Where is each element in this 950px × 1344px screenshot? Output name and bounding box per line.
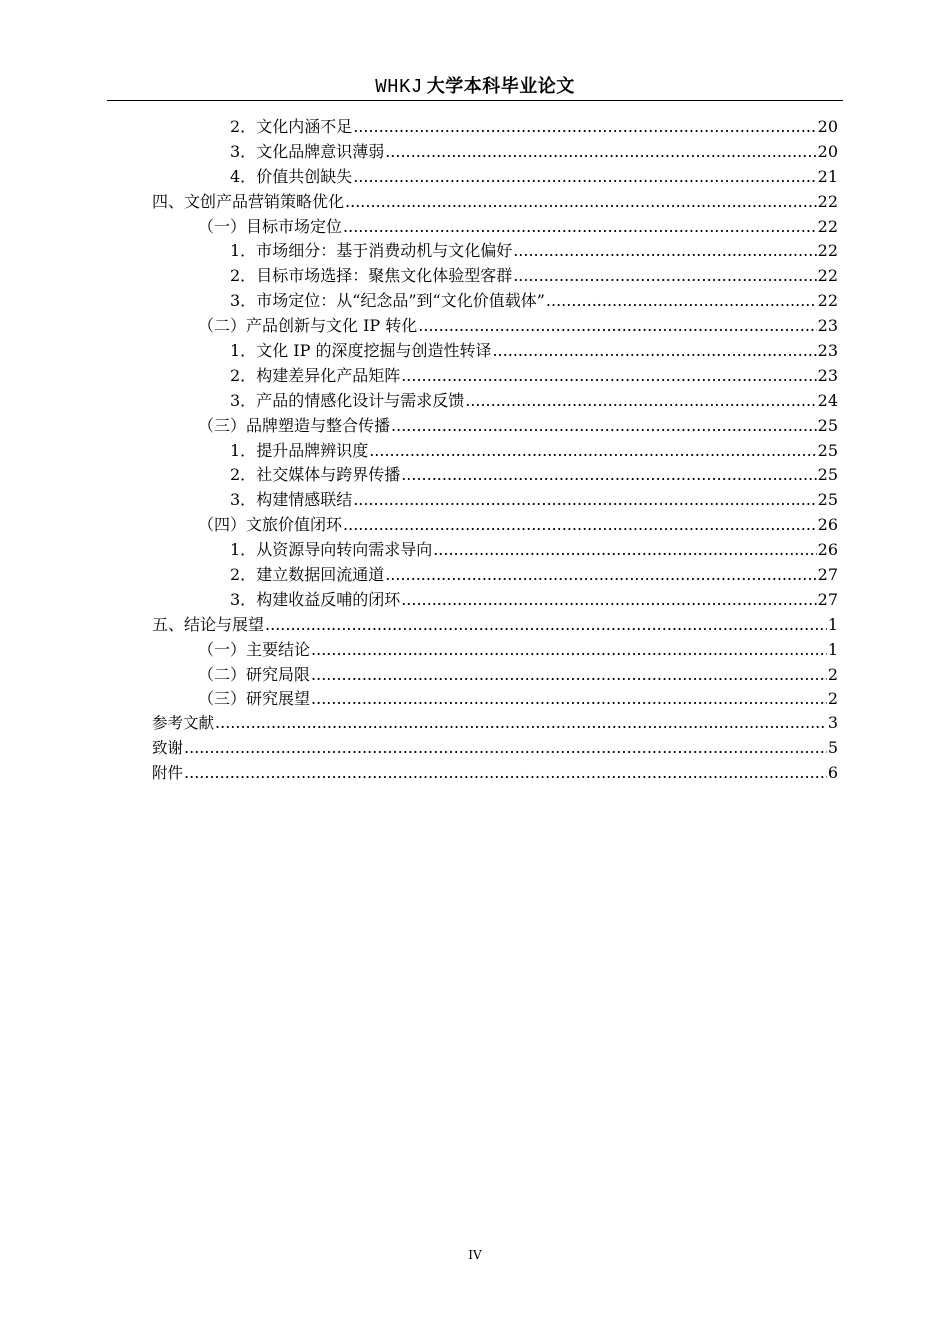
- toc-entry-page: 27: [817, 565, 838, 585]
- toc-entry[interactable]: [152, 214, 838, 239]
- toc-entry-number: 2．: [230, 266, 257, 286]
- toc-dot-leader: [401, 590, 816, 609]
- toc-dot-leader: [311, 689, 827, 708]
- page-header: [107, 72, 843, 101]
- toc-entry-number: 1．: [230, 440, 257, 460]
- toc-entry-page: 22: [817, 291, 838, 311]
- toc-dot-leader: [401, 366, 816, 385]
- toc-entry-title: 从资源导向转向需求导向: [256, 540, 433, 560]
- toc-entry[interactable]: [152, 612, 838, 637]
- toc-dot-leader: [492, 341, 816, 360]
- toc-entry[interactable]: [152, 761, 838, 786]
- toc-entry-number: 四、: [152, 191, 185, 211]
- toc-entry-page: 21: [817, 166, 838, 186]
- toc-entry[interactable]: [152, 562, 838, 587]
- toc-entry-page: 26: [817, 515, 838, 535]
- toc-entry-page: 5: [827, 738, 838, 758]
- toc-entry-page: 23: [817, 365, 838, 385]
- toc-entry[interactable]: [152, 338, 838, 363]
- toc-entry[interactable]: [152, 438, 838, 463]
- toc-dot-leader: [385, 142, 816, 161]
- toc-entry-number: （二）: [198, 664, 247, 684]
- toc-entry[interactable]: [152, 637, 838, 662]
- toc-entry-title: 文化内涵不足: [256, 117, 353, 136]
- toc-dot-leader: [343, 217, 817, 236]
- toc-entry-number: 3．: [230, 390, 257, 410]
- toc-entry-title: 文化 IP 的深度挖掘与创造性转译: [256, 341, 492, 361]
- toc-entry-title: 构建差异化产品矩阵: [256, 365, 401, 385]
- toc-entry-title: 致谢: [152, 739, 184, 758]
- toc-entry-title: 产品的情感化设计与需求反馈: [256, 390, 465, 410]
- toc-entry[interactable]: [152, 164, 838, 189]
- toc-entry-title: 构建情感联结: [256, 490, 353, 510]
- toc-entry[interactable]: [152, 139, 838, 164]
- toc-dot-leader: [353, 117, 816, 136]
- toc-entry-title: 建立数据回流通道: [256, 565, 385, 585]
- toc-entry-title: 价值共创缺失: [256, 166, 353, 186]
- toc-dot-leader: [311, 665, 827, 684]
- toc-entry-title: 市场定位：从“纪念品”到“文化价值载体”: [256, 291, 545, 311]
- toc-dot-leader: [369, 441, 816, 460]
- toc-dot-leader: [465, 391, 816, 410]
- toc-entry-page: 25: [817, 415, 838, 435]
- toc-entry-page: 1: [827, 614, 838, 634]
- toc-entry-number: 五、: [152, 614, 185, 634]
- toc-entry-page: 25: [817, 490, 838, 510]
- toc-entry-number: 2．: [230, 565, 257, 585]
- toc-entry-number: 3．: [230, 141, 257, 161]
- toc-entry[interactable]: [152, 537, 838, 562]
- toc-entry-page: 22: [817, 191, 838, 211]
- toc-entry-title: 品牌塑造与整合传播: [246, 415, 391, 435]
- toc-dot-leader: [391, 416, 817, 435]
- toc-entry[interactable]: [152, 263, 838, 288]
- toc-dot-leader: [385, 565, 816, 584]
- toc-dot-leader: [184, 763, 827, 782]
- toc-dot-leader: [353, 490, 816, 509]
- toc-entry-title: 构建收益反哺的闭环: [256, 589, 401, 609]
- toc-dot-leader: [265, 615, 827, 634]
- toc-entry[interactable]: [152, 313, 838, 338]
- toc-dot-leader: [311, 640, 827, 659]
- header-title-cjk: 大学本科毕业论文: [426, 76, 575, 97]
- toc-entry[interactable]: [152, 388, 838, 413]
- toc-entry-number: 3．: [230, 490, 257, 510]
- toc-entry-number: 2．: [230, 117, 257, 136]
- toc-entry-title: 文化品牌意识薄弱: [256, 141, 385, 161]
- toc-dot-leader: [433, 540, 816, 559]
- toc-entry-page: 22: [817, 216, 838, 236]
- toc-entry-number: 2．: [230, 365, 257, 385]
- toc-entry-page: 25: [817, 440, 838, 460]
- toc-entry-number: （一）: [198, 216, 247, 236]
- toc-entry-page: 26: [817, 540, 838, 560]
- toc-entry-page: 25: [817, 465, 838, 485]
- toc-entry[interactable]: [152, 711, 838, 736]
- toc-dot-leader: [343, 515, 817, 534]
- header-title-latin: WHKJ: [375, 76, 423, 98]
- toc-entry-number: （四）: [198, 515, 247, 535]
- toc-entry-number: 3．: [230, 291, 257, 311]
- toc-entry-page: 1: [827, 639, 838, 659]
- toc-entry-page: 23: [817, 316, 838, 336]
- toc-entry-number: 1．: [230, 241, 257, 261]
- toc-entry[interactable]: [152, 662, 838, 687]
- toc-dot-leader: [546, 291, 817, 310]
- toc-dot-leader: [353, 167, 816, 186]
- toc-entry[interactable]: [152, 238, 838, 263]
- toc-entry-page: 22: [817, 266, 838, 286]
- toc-entry[interactable]: [152, 189, 838, 214]
- header-title: [375, 75, 575, 97]
- toc-entry-title: 研究局限: [246, 664, 311, 684]
- toc-entry-number: 1．: [230, 540, 257, 560]
- toc-entry-number: 1．: [230, 341, 257, 361]
- toc-entry-title: 文创产品营销策略优化: [184, 191, 345, 211]
- toc-dot-leader: [513, 266, 816, 285]
- toc-entry-page: 22: [817, 241, 838, 261]
- toc-entry-title: 目标市场定位: [246, 216, 343, 236]
- toc-entry[interactable]: [152, 413, 838, 438]
- toc-dot-leader: [184, 738, 827, 757]
- toc-entry-page: 23: [817, 341, 838, 361]
- toc-entry[interactable]: [152, 736, 838, 761]
- toc-dot-leader: [418, 316, 816, 335]
- toc-entry-number: （三）: [198, 689, 247, 709]
- toc-entry-page: 24: [817, 390, 838, 410]
- toc-entry[interactable]: [152, 587, 838, 612]
- toc-entry-page: 20: [817, 141, 838, 161]
- toc-entry-title: 附件: [152, 764, 184, 783]
- toc-dot-leader: [513, 241, 816, 260]
- toc-entry[interactable]: [152, 363, 838, 388]
- toc-entry-number: （二）: [198, 316, 247, 336]
- toc-dot-leader: [401, 465, 816, 484]
- toc-entry[interactable]: [152, 462, 838, 487]
- toc-entry-page: 2: [827, 664, 838, 684]
- toc-entry[interactable]: [152, 487, 838, 512]
- toc-entry-page: 20: [817, 117, 838, 136]
- toc-entry-number: 2．: [230, 465, 257, 485]
- toc-entry-title: 主要结论: [246, 639, 311, 659]
- toc-entry-number: 3．: [230, 589, 257, 609]
- toc-entry-title: 产品创新与文化 IP 转化: [246, 316, 418, 336]
- toc-entry-title: 提升品牌辨识度: [256, 440, 369, 460]
- toc-entry-title: 结论与展望: [184, 614, 265, 634]
- table-of-contents: [152, 114, 838, 786]
- toc-entry-title: 参考文献: [152, 714, 215, 733]
- toc-entry-number: （三）: [198, 415, 247, 435]
- toc-entry[interactable]: [152, 512, 838, 537]
- toc-entry-page: 3: [827, 713, 838, 733]
- toc-entry-title: 目标市场选择：聚焦文化体验型客群: [256, 266, 513, 286]
- toc-entry-page: 2: [827, 689, 838, 709]
- toc-entry-page: 6: [827, 763, 838, 783]
- toc-entry[interactable]: [152, 288, 838, 313]
- toc-dot-leader: [345, 192, 817, 211]
- toc-entry-title: 研究展望: [246, 689, 311, 709]
- toc-entry-title: 市场细分：基于消费动机与文化偏好: [256, 241, 513, 261]
- toc-entry[interactable]: [152, 686, 838, 711]
- toc-entry-number: 4．: [230, 166, 257, 186]
- toc-entry-title: 文旅价值闭环: [246, 515, 343, 535]
- toc-entry-title: 社交媒体与跨界传播: [256, 465, 401, 485]
- toc-entry-page: 27: [817, 589, 838, 609]
- toc-entry[interactable]: [152, 114, 838, 139]
- toc-entry-number: （一）: [198, 639, 247, 659]
- page-number: IV: [468, 1248, 482, 1262]
- toc-dot-leader: [215, 713, 827, 732]
